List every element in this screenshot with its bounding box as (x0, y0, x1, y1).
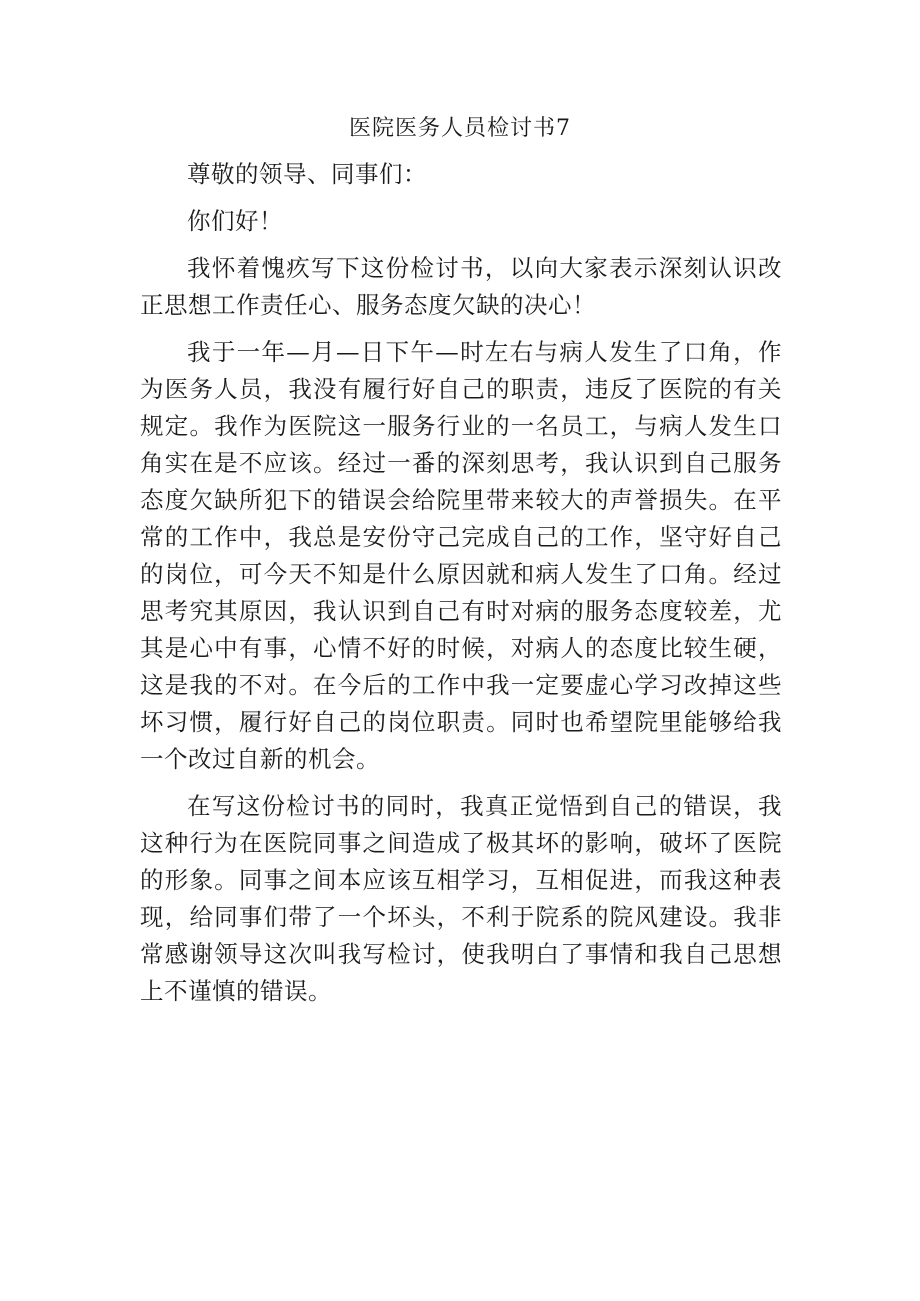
paragraph-1: 我怀着愧疚写下这份检讨书，以向大家表示深刻认识改正思想工作责任心、服务态度欠缺的决心！ (140, 254, 782, 319)
document-title: 医院医务人员检讨书7 (349, 116, 571, 141)
greeting: 你们好！ (187, 207, 283, 235)
paragraph-3: 在写这份检讨书的同时，我真正觉悟到自己的错误，我这种行为在医院同事之间造成了极其坏的影响，破坏了医院的形象。同事之间本应该互相学习，互相促进，而我这种表现，给同事们带了一个坏头，不利于院系的院风建设。我非常感谢领导这次叫我写检讨，使我明白了事情和我自己思想上不谨慎的错误。 (140, 792, 782, 1005)
document-body (140, 156, 782, 1020)
paragraph-2: 我于一年—月—日下午—时左右与病人发生了口角，作为医务人员，我没有履行好自己的职责，违反了医院的有关规定。我作为医院这一服务行业的一名员工，与病人发生口角实在是不应该。经过一番的深刻思考，我认识到自己服务态度欠缺所犯下的错误会给院里带来较大的声誉损失。在平常的工作中，我总是安份守己完成自己的工作，坚守好自己的岗位，可今天不知是什么原因就和病人发生了口角。经过思考究其原因，我认识到自己有时对病的服务态度较差，尤其是心中有事，心情不好的时候，对病人的态度比较生硬，这是我的不对。在今后的工作中我一定要虚心学习改掉这些坏习惯，履行好自己的岗位职责。同时也希望院里能够给我一个改过自新的机会。 (140, 338, 782, 773)
salutation: 尊敬的领导、同事们： (187, 160, 427, 188)
